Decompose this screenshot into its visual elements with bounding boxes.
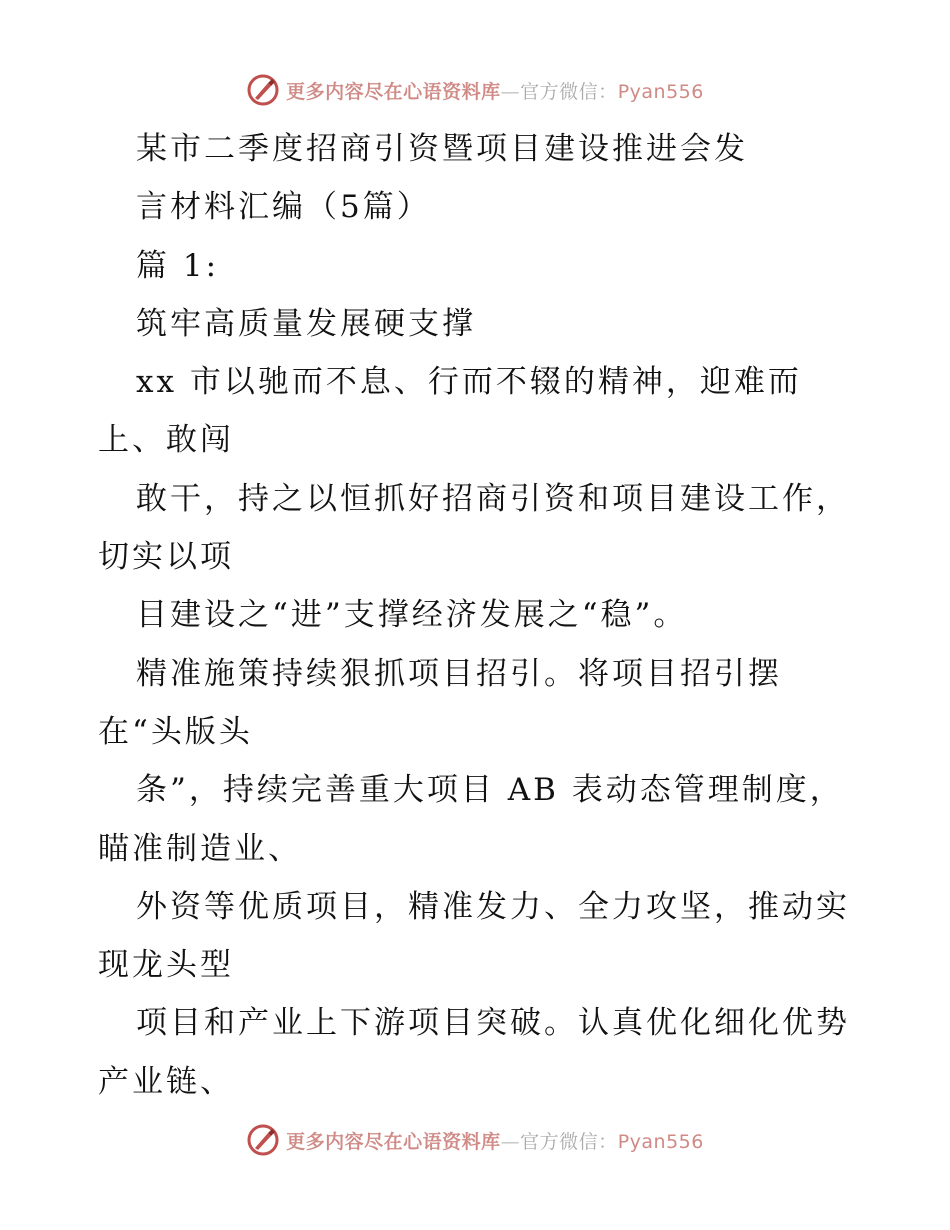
footer-watermark xyxy=(0,1120,950,1160)
watermark-dash: — xyxy=(500,1130,521,1153)
paragraph-line: xx 市以驰而不息、行而不辍的精神，迎难而 xyxy=(136,364,802,401)
paragraph-line: 瞄准制造业、 xyxy=(98,830,302,867)
pen-logo-icon xyxy=(246,1123,280,1157)
title-line-1: 某市二季度招商引资暨项目建设推进会发 xyxy=(136,131,748,167)
article-title: 筑牢高质量发展硬支撑 xyxy=(136,305,476,342)
watermark-site: 更多内容尽在心语资料库 xyxy=(286,80,501,103)
section-heading: 篇 1: xyxy=(136,247,220,284)
watermark-text xyxy=(286,1127,704,1154)
watermark-site: 更多内容尽在心语资料库 xyxy=(286,1130,501,1153)
paragraph-line: 精准施策持续狠抓项目招引。将项目招引摆 xyxy=(136,655,782,692)
watermark-wechat-id: Pyan556 xyxy=(617,80,704,103)
watermark-official: 官方微信 xyxy=(520,1130,599,1153)
document-body xyxy=(98,120,918,1111)
paragraph-line: 外资等优质项目，精准发力、全力攻坚，推动实 xyxy=(136,888,850,925)
paragraph-line: 项目和产业上下游项目突破。认真优化细化优势 xyxy=(136,1005,850,1042)
paragraph-line: 目建设之“进”支撑经济发展之“稳”。 xyxy=(136,597,688,634)
watermark-official: 官方微信 xyxy=(520,80,599,103)
title-line-2: 言材料汇编（5篇） xyxy=(136,189,431,226)
paragraph-line: 现龙头型 xyxy=(98,947,234,984)
paragraph-line: 条”，持续完善重大项目 AB 表动态管理制度， xyxy=(136,772,844,809)
paragraph-line: 上、敢闯 xyxy=(98,422,234,459)
pen-logo-icon xyxy=(246,73,280,107)
watermark-colon: ： xyxy=(598,1130,618,1153)
header-watermark xyxy=(0,70,950,110)
paragraph-line: 在“头版头 xyxy=(98,713,253,750)
paragraph-line: 切实以项 xyxy=(98,539,234,576)
paragraph-line: 产业链、 xyxy=(98,1063,234,1100)
watermark-dash: — xyxy=(500,80,521,103)
watermark-wechat-id: Pyan556 xyxy=(617,1130,704,1153)
watermark-text xyxy=(286,77,704,104)
paragraph-line: 敢干，持之以恒抓好招商引资和项目建设工作， xyxy=(136,480,850,517)
watermark-colon: ： xyxy=(598,80,618,103)
